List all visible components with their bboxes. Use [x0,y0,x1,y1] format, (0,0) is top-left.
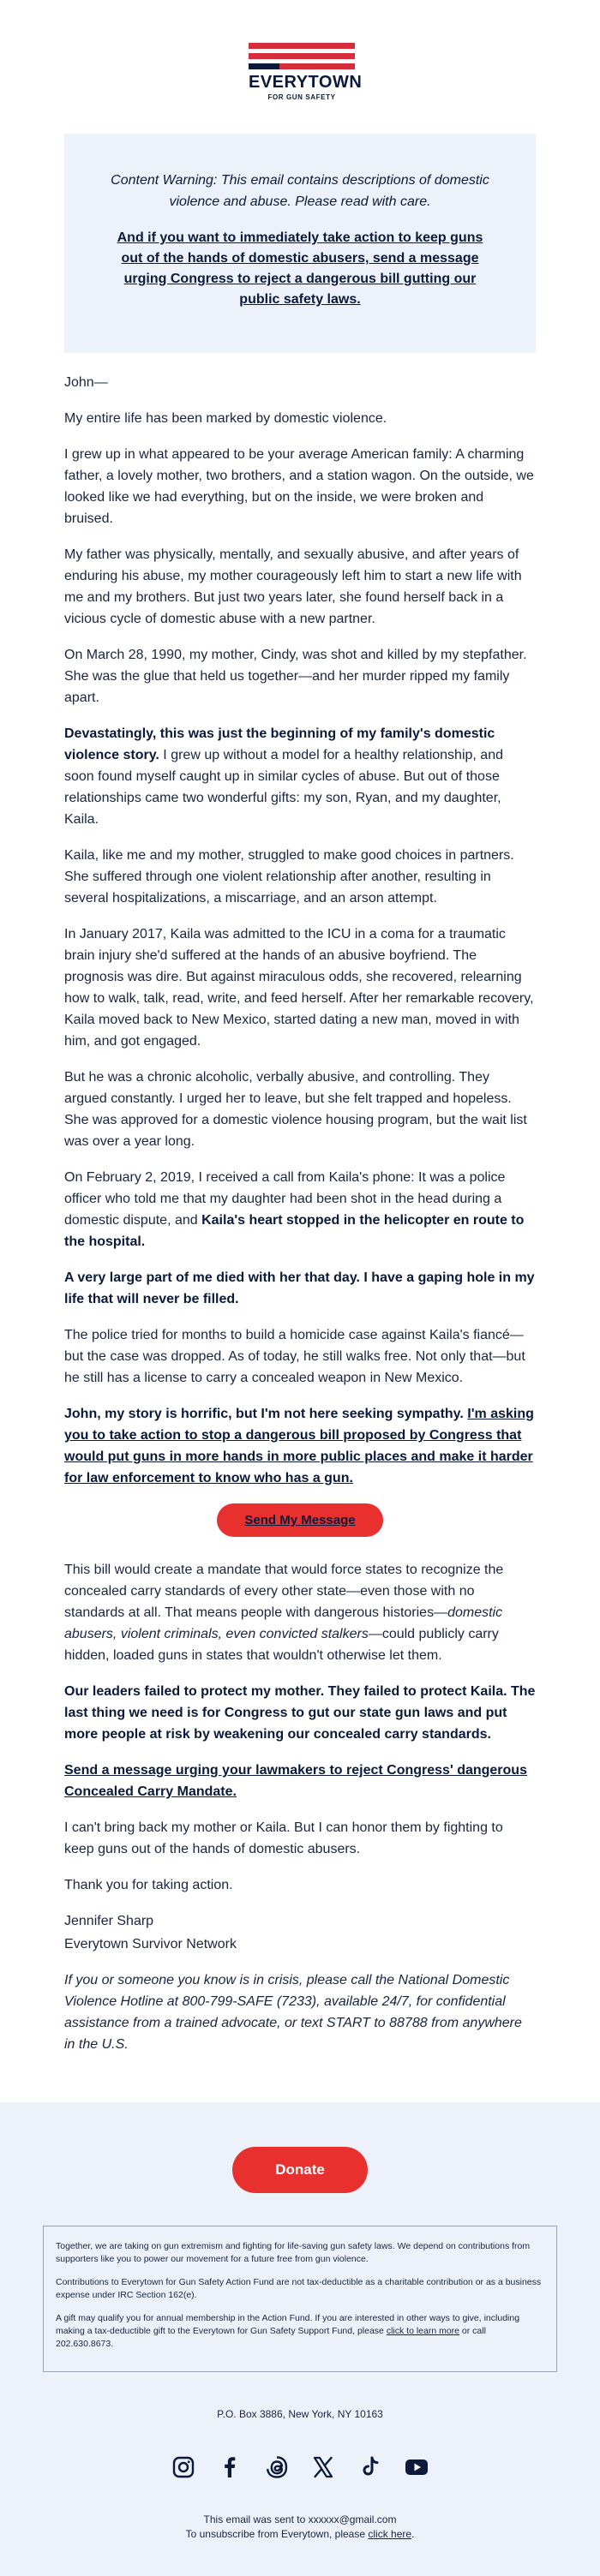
signature-name: Jennifer Sharp [64,1914,154,1928]
signature-org: Everytown Survivor Network [64,1937,237,1951]
logo-wordmark: EVERYTOWN [249,73,363,92]
paragraph: My entire life has been marked by domestic violence. [64,411,387,426]
x-icon[interactable] [310,2454,336,2480]
bold-text: Our leaders failed to protect my mother. They failed to protect Kaila. The last thing we need is for Congress to gut our state gun laws and put more people at risk by weakening our concealed carry standards. [64,1684,536,1742]
paragraph: My father was physically, mentally, and sexually abusive, and after years of enduring his abuse, my mother courageously left him to start a new life with me and my brothers. But just two years later, she found herself back in a vicious cycle of domestic abuse with a new partner. [64,547,522,626]
letter-body [0,353,600,2055]
paragraph: The police tried for months to build a homicide case against Kaila's fiancé—but the case was dropped. As of today, he still walks free. Not only that—but he still has a license to carry a concealed weapon in New Mexico. [64,1328,525,1385]
bold-text: Kaila's heart stopped in the helicopter en route to the hospital. [64,1213,525,1249]
disclaimer-text-part: A gift may qualify you for annual membership in the Action Fund. If you are interested in other ways to give, including making a tax-deductible gift to the Everytown for Gun Safety Support Fund, please [56,2313,520,2336]
donate-button[interactable]: Donate [232,2147,368,2193]
instagram-icon[interactable] [171,2454,196,2480]
paragraph-text: This bill would create a mandate that would force states to recognize the concealed carry standards of every other state—even those with no standards at all. That means people with dangerous histories— [64,1563,504,1620]
social-links [0,2454,600,2480]
paragraph: But he was a chronic alcoholic, verbally abusive, and controlling. They argued constantly. I urged her to leave, but she felt trapped and hopeless. She was approved for a domestic violence housing program, but the wait list was over a year long. [64,1070,527,1149]
italic-text: domestic abusers, violent criminals, even convicted stalkers [64,1605,503,1641]
email-footer [0,2102,600,2576]
paragraph: On March 28, 1990, my mother, Cindy, was shot and killed by my stepfather. She was the glue that held us together—and her murder ripped my family apart. [64,648,527,705]
paragraph: I can't bring back my mother or Kaila. But I can honor them by fighting to keep guns out of the hands of domestic abusers. [64,1820,503,1856]
unsubscribe-block [0,2513,600,2542]
facebook-icon[interactable] [217,2454,243,2480]
paragraph-text: On February 2, 2019, I received a call from Kaila's phone: It was a police officer who told me that my daughter had been shot in the head during a domestic dispute, and [64,1170,506,1228]
paragraph [64,723,536,830]
tiktok-icon[interactable] [357,2454,383,2480]
disclaimer-text-part: or call 202.630.8673. [56,2326,486,2349]
paragraph: Kaila, like me and my mother, struggled to make good choices in partners. She suffered through one violent relationship after another, resulting in several hospitalizations, a miscarriage, and an arson attempt. [64,848,514,905]
take-action-link[interactable]: And if you want to immediately take action to keep guns out of the hands of domestic abusers, send a message urging Congress to reject a dangerous bill gutting our public safety laws. [117,230,483,307]
send-message-link[interactable]: Send a message urging your lawmakers to reject Congress' dangerous Concealed Carry Mandate. [64,1763,527,1799]
send-message-button[interactable]: Send My Message [217,1503,382,1537]
paragraph [64,1760,536,1802]
signature [64,1910,536,1955]
paragraph [64,1403,536,1489]
paragraph-text: —could publicly carry hidden, loaded guns in states that wouldn't otherwise let them. [64,1627,499,1663]
unsubscribe-text-part: . [411,2528,415,2540]
bold-text: Devastatingly, this was just the beginning of my family's domestic violence story. [64,726,495,762]
crisis-notice: If you or someone you know is in crisis, please call the National Domestic Violence Hotline at 800-799-SAFE (7233), available 24/7, for confidential assistance from a trained advocate, or text START to 88788 from anywhere in the U.S. [64,1973,522,2052]
paragraph [64,1681,536,1745]
email-header [0,0,600,111]
paragraph [64,1167,536,1252]
bold-text: A very large part of me died with her that day. I have a gaping hole in my life that will never be filled. [64,1270,535,1306]
cta-container [64,1503,536,1537]
paragraph [64,1267,536,1310]
disclaimer-text: Contributions to Everytown for Gun Safety Action Fund are not tax-deductible as a charitable contribution or as a business expense under IRC Section 162(e). [56,2277,542,2300]
unsubscribe-text-part: To unsubscribe from Everytown, please [185,2528,369,2540]
paragraph: In January 2017, Kaila was admitted to the ICU in a coma for a traumatic brain injury she'd suffered at the hands of an abusive boyfriend. The prognosis was dire. But against miraculous odds, she recovered, relearning how to walk, talk, read, write, and feed herself. After her remarkable recovery, Kaila moved back to New Mexico, started dating a new man, moved in with him, and got engaged. [64,927,534,1049]
salutation: John— [64,375,108,390]
unsubscribe-link[interactable]: click here [368,2528,412,2540]
content-warning-text: Content Warning: This email contains descriptions of domestic violence and abuse. Please read with care. [111,173,489,209]
youtube-icon[interactable] [404,2454,429,2480]
stop-bill-link[interactable]: I'm asking you to take action to stop a dangerous bill proposed by Congress that would put guns in more hands in more public places and make it harder for law enforcement to know who has a gun. [64,1407,534,1485]
disclaimer-text: Together, we are taking on gun extremism and fighting for life-saving gun safety laws. We depend on contributions from supporters like you to power our movement for a future free from gun violence. [56,2241,531,2264]
logo-tagline: FOR GUN SAFETY [267,93,336,101]
paragraph: I grew up in what appeared to be your average American family: A charming father, a lovely mother, two brothers, and a station wagon. On the outside, we looked like we had everything, but on the inside, we were broken and bruised. [64,447,534,526]
sent-to-text: This email was sent to xxxxxx@gmail.com [203,2513,397,2525]
donate-container [0,2147,600,2193]
everytown-logo[interactable] [249,43,363,101]
threads-icon[interactable] [264,2454,290,2480]
unsubscribe-text [0,2527,600,2542]
paragraph: Thank you for taking action. [64,1878,233,1892]
paragraph-text: I grew up without a model for a healthy relationship, and soon found myself caught up in similar cycles of abuse. But out of those relationships came two wonderful gifts: my son, Ryan, and my daughter, Kaila. [64,748,503,827]
bold-text: John, my story is horrific, but I'm not here seeking sympathy. [64,1407,468,1421]
paragraph [64,1559,536,1666]
content-warning-panel [64,134,536,353]
flag-stripes-icon [249,43,355,69]
disclaimer-box [43,2226,557,2372]
disclaimer-text [56,2312,544,2351]
learn-more-link[interactable]: click to learn more [386,2326,460,2336]
mailing-address: P.O. Box 3886, New York, NY 10163 [217,2408,383,2420]
